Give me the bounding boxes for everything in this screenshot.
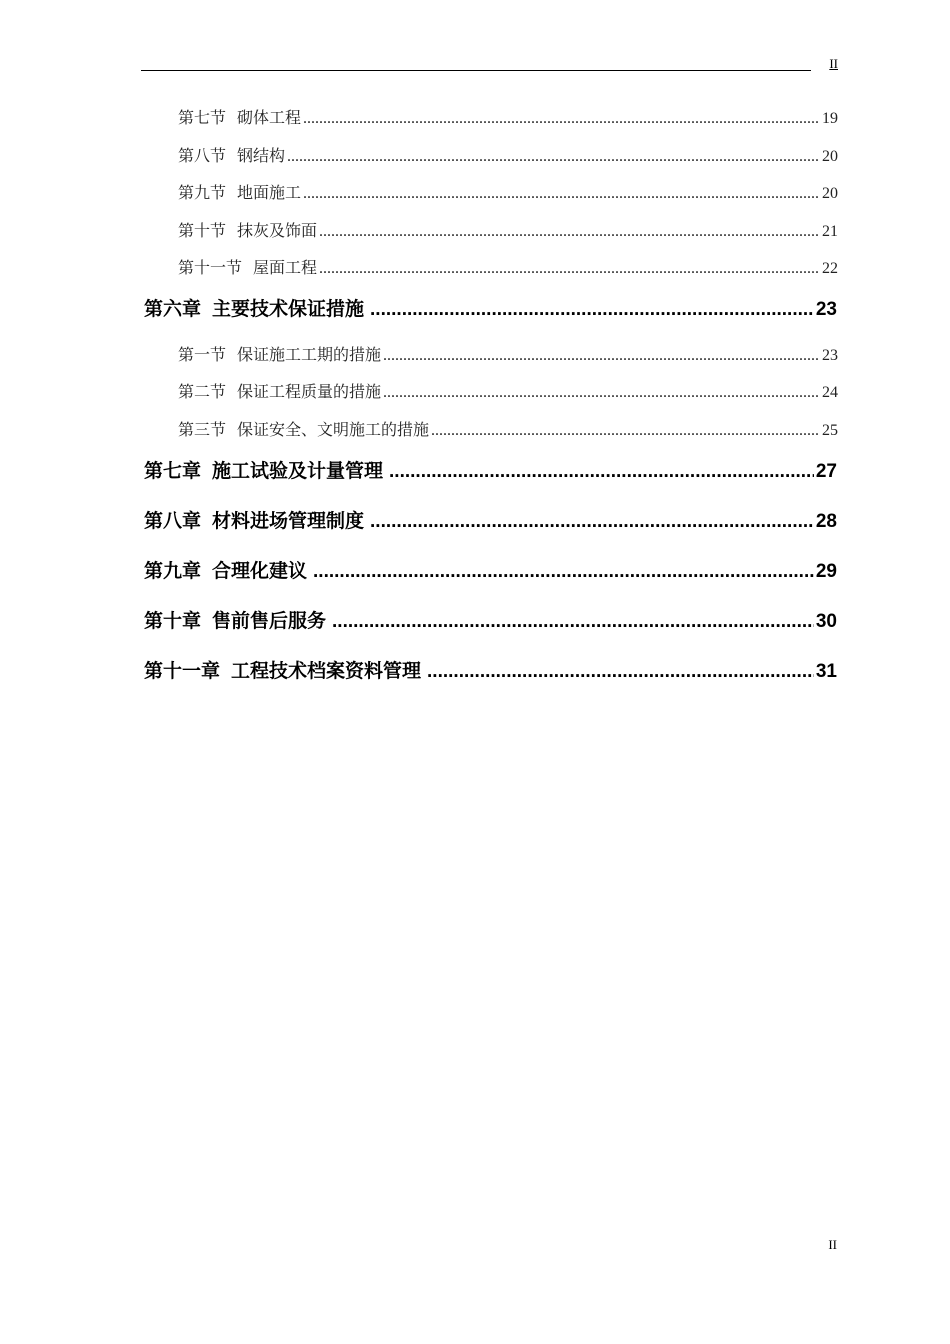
- toc-entry-page: 27: [815, 461, 837, 482]
- toc-entry-page: 24: [822, 384, 838, 401]
- toc-entry-title: 钢结构: [237, 146, 286, 165]
- toc-entry-section[interactable]: [178, 143, 838, 166]
- toc-entry-number: 第八章: [144, 510, 202, 532]
- toc-entry-number: 第三节: [178, 420, 227, 439]
- toc-entry-title: 合理化建议: [212, 560, 308, 582]
- toc-entry-chapter[interactable]: [144, 506, 837, 533]
- toc-entry-page: 23: [815, 299, 837, 320]
- toc-entry-chapter[interactable]: [144, 556, 837, 583]
- toc-entry-title: 售前售后服务: [212, 610, 327, 632]
- toc-entry-number: 第九节: [178, 183, 227, 202]
- toc-leader-dots: [431, 422, 820, 440]
- toc-entry-number: 第六章: [144, 298, 202, 320]
- toc-leader-dots: [313, 561, 814, 583]
- toc-entry-section[interactable]: [178, 342, 838, 365]
- toc-entry-title: 主要技术保证措施: [212, 298, 365, 320]
- toc-entry-number: 第一节: [178, 345, 227, 364]
- toc-leader-dots: [303, 185, 820, 203]
- toc-entry-number: 第十章: [144, 610, 202, 632]
- toc-entry-page: 28: [815, 511, 837, 532]
- toc-entry-title: 保证工程质量的措施: [237, 382, 382, 401]
- toc-entry-title: 保证施工工期的措施: [237, 345, 382, 364]
- toc-entry-page: 31: [815, 661, 837, 682]
- toc-entry-number: 第九章: [144, 560, 202, 582]
- toc-entry-chapter[interactable]: [144, 656, 837, 683]
- toc-leader-dots: [370, 299, 814, 321]
- toc-entry-title: 施工试验及计量管理: [212, 460, 384, 482]
- toc-entry-chapter[interactable]: [144, 456, 837, 483]
- toc-entry-number: 第十一章: [144, 660, 221, 682]
- toc-leader-dots: [370, 511, 814, 533]
- toc-leader-dots: [319, 260, 820, 278]
- toc-entry-page: 20: [822, 148, 838, 165]
- toc-entry-page: 20: [822, 185, 838, 202]
- toc-leader-dots: [287, 148, 820, 166]
- toc-leader-dots: [389, 461, 814, 483]
- toc-entry-number: 第十节: [178, 221, 227, 240]
- toc-entry-title: 地面施工: [237, 183, 302, 202]
- toc-entry-page: 30: [815, 611, 837, 632]
- toc-leader-dots: [427, 661, 814, 683]
- toc-leader-dots: [303, 110, 820, 128]
- toc-entry-chapter[interactable]: [144, 606, 837, 633]
- toc-entry-title: 保证安全、文明施工的措施: [237, 420, 430, 439]
- toc-entry-title: 砌体工程: [237, 108, 302, 127]
- toc-entry-title: 屋面工程: [253, 258, 318, 277]
- toc-entry-page: 22: [822, 260, 838, 277]
- toc-entry-section[interactable]: [178, 379, 838, 402]
- toc-entry-chapter[interactable]: [144, 294, 837, 321]
- toc-entry-page: 21: [822, 223, 838, 240]
- toc-entry-title: 工程技术档案资料管理: [231, 660, 422, 682]
- footer-page-number: II: [828, 1237, 837, 1252]
- toc-entry-title: 材料进场管理制度: [212, 510, 365, 532]
- toc-entry-page: 23: [822, 347, 838, 364]
- toc-entry-title: 抹灰及饰面: [237, 221, 318, 240]
- toc-entry-section[interactable]: [178, 218, 838, 241]
- toc-leader-dots: [332, 611, 814, 633]
- toc-entry-page: 25: [822, 422, 838, 439]
- toc-entry-section[interactable]: [178, 417, 838, 440]
- page-header: [141, 56, 838, 72]
- toc-entry-section[interactable]: [178, 180, 838, 203]
- toc-entry-section[interactable]: [178, 105, 838, 128]
- toc-entry-page: 19: [822, 110, 838, 127]
- toc-leader-dots: [383, 384, 820, 402]
- toc-entry-number: 第十一节: [178, 258, 243, 277]
- toc-entry-number: 第二节: [178, 382, 227, 401]
- header-rule: [141, 70, 811, 71]
- header-page-number: II: [829, 56, 838, 71]
- toc-entry-number: 第八节: [178, 146, 227, 165]
- toc-leader-dots: [319, 223, 820, 241]
- toc-entry-page: 29: [815, 561, 837, 582]
- toc-leader-dots: [383, 347, 820, 365]
- toc-entry-section[interactable]: [178, 255, 838, 278]
- toc-entry-number: 第七章: [144, 460, 202, 482]
- toc-entry-number: 第七节: [178, 108, 227, 127]
